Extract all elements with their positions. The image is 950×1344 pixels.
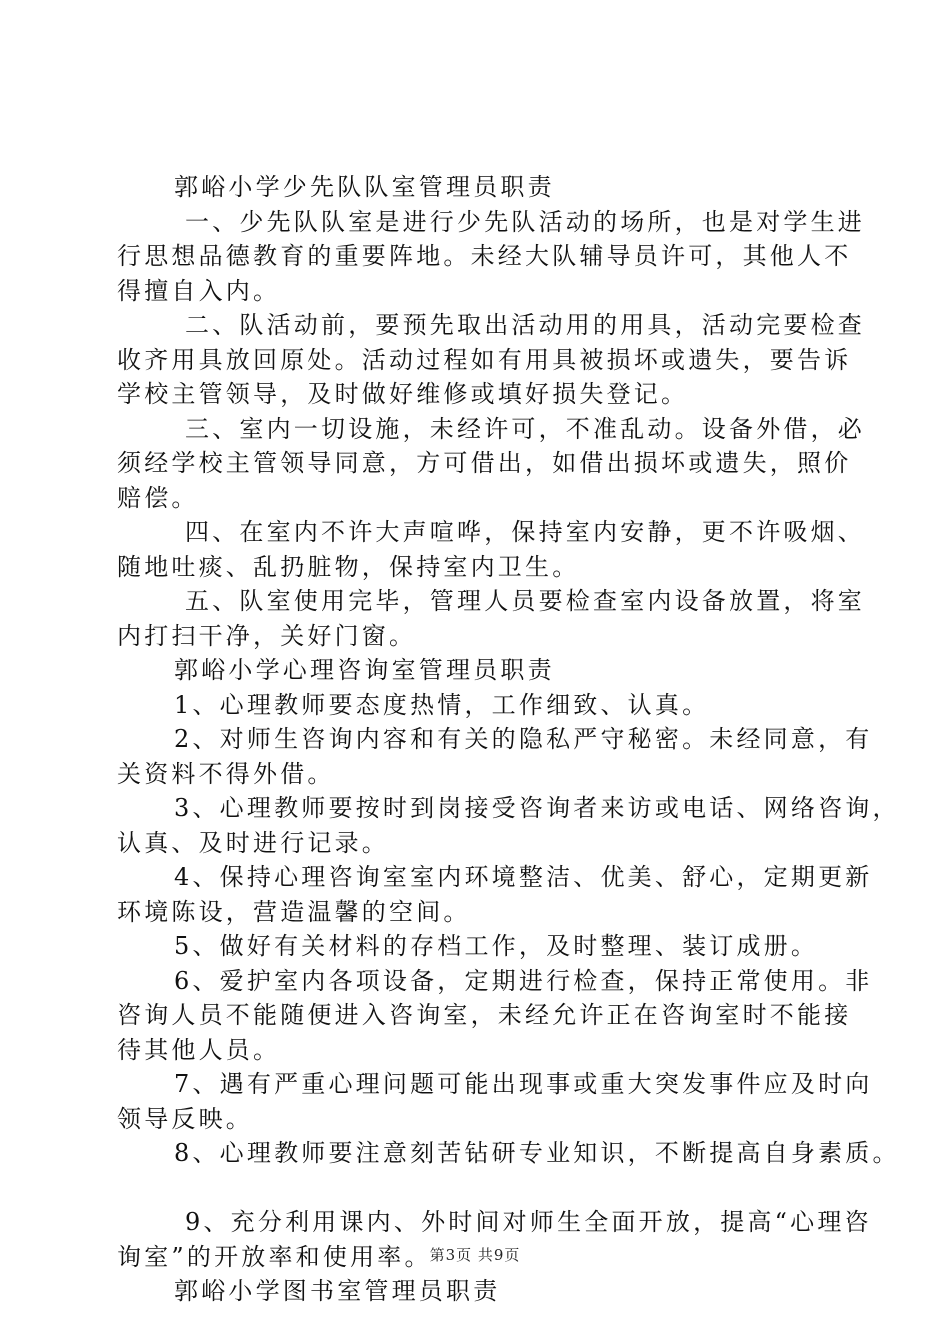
paragraph-line: 三、室内一切设施，未经许可，不准乱动。设备外借，必 (185, 414, 865, 443)
paragraph-line: 行思想品德教育的重要阵地。未经大队辅导员许可，其他人不 (117, 242, 852, 270)
paragraph-line: 内打扫干净，关好门窗。 (117, 621, 417, 650)
paragraph-line: 3、心理教师要按时到岗接受咨询者来访或电话、网络咨询， (174, 794, 900, 822)
paragraph-line: 待其他人员。 (117, 1035, 281, 1064)
section-title: 郭峪小学图书室管理员职责 (174, 1277, 501, 1305)
page-footer: 第3页 共9页 (429, 1246, 521, 1264)
blank-line (117, 1171, 835, 1206)
paragraph-line: 9、充分利用课内、外时间对师生全面开放，提高“心理咨 (185, 1208, 872, 1236)
paragraph-line: 得擅自入内。 (117, 276, 281, 305)
paragraph-line: 关资料不得外借。 (117, 759, 335, 788)
paragraph-line: 须经学校主管领导同意，方可借出，如借出损坏或遗失，照价 (117, 449, 852, 477)
paragraph-line: 2、对师生咨询内容和有关的隐私严守秘密。未经同意，有 (174, 725, 873, 753)
paragraph-line: 1、心理教师要态度热情，工作细致、认真。 (174, 690, 710, 719)
paragraph-line: 随地吐痰、乱扔脏物，保持室内卫生。 (117, 552, 580, 581)
paragraph-line: 4、保持心理咨询室室内环境整洁、优美、舒心，定期更新 (174, 863, 873, 891)
section-title: 郭峪小学少先队队室管理员职责 (174, 173, 555, 201)
paragraph-line: 环境陈设，营造温馨的空间。 (117, 897, 471, 926)
paragraph-line: 二、队活动前，要预先取出活动用的用具，活动完要检查 (185, 311, 865, 339)
paragraph-line: 认真、及时进行记录。 (117, 828, 389, 857)
paragraph-line: 6、爱护室内各项设备，定期进行检查，保持正常使用。非 (174, 966, 873, 995)
paragraph-line: 五、队室使用完毕，管理人员要检查室内设备放置，将室 (185, 587, 865, 615)
paragraph-line: 7、遇有严重心理问题可能出现事或重大突发事件应及时向 (174, 1070, 873, 1098)
paragraph-line: 8、心理教师要注意刻苦钻研专业知识，不断提高自身素质。 (174, 1139, 900, 1167)
paragraph-line: 收齐用具放回原处。活动过程如有用具被损坏或遗失，要告诉 (117, 345, 852, 374)
paragraph-line: 一、少先队队室是进行少先队活动的场所，也是对学生进 (185, 207, 865, 236)
paragraph-line: 5、做好有关材料的存档工作，及时整理、装订成册。 (174, 932, 819, 960)
paragraph-line: 询室”的开放率和使用率。 (117, 1242, 432, 1271)
paragraph-line: 赔偿。 (117, 483, 199, 512)
paragraph-line: 四、在室内不许大声喧哗，保持室内安静，更不许吸烟、 (185, 518, 865, 546)
document-body (117, 170, 900, 1309)
paragraph-line: 领导反映。 (117, 1104, 253, 1133)
paragraph-line: 学校主管领导，及时做好维修或填好损失登记。 (117, 380, 689, 408)
paragraph-line: 咨询人员不能随便进入咨询室，未经允许正在咨询室时不能接 (117, 1001, 852, 1029)
section-title: 郭峪小学心理咨询室管理员职责 (174, 656, 555, 684)
